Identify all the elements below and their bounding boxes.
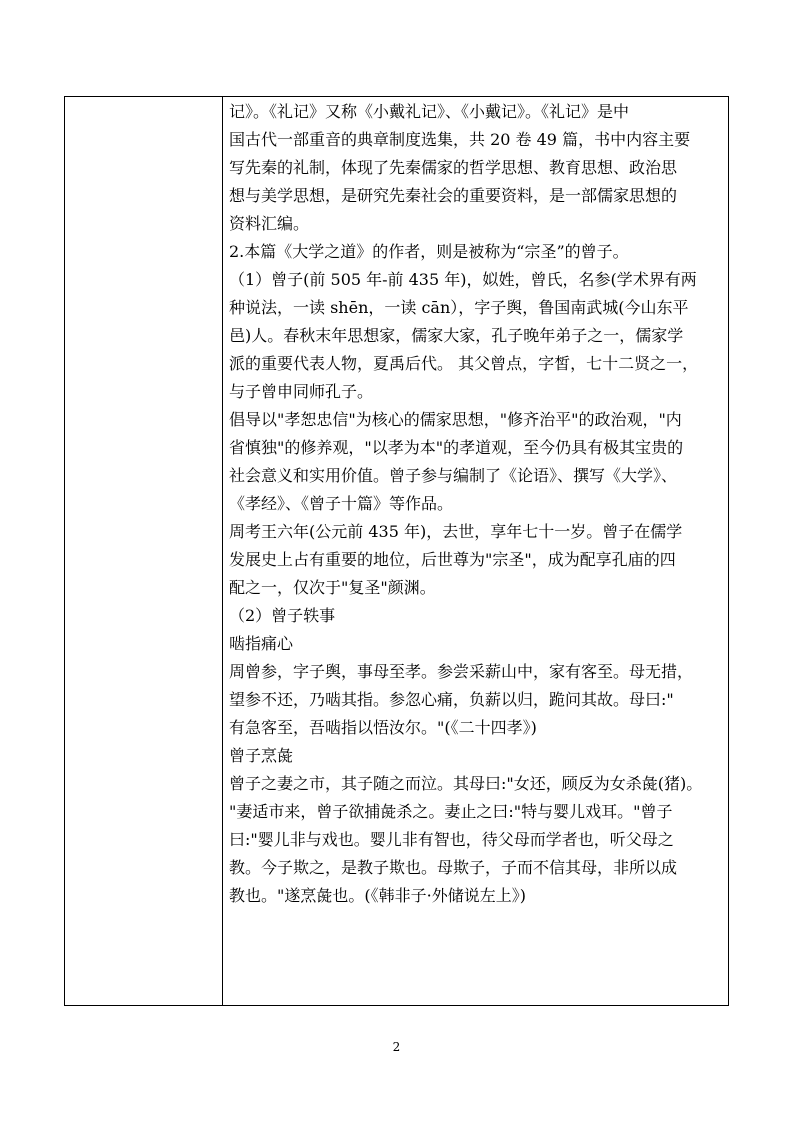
- text-line: "妻适市来，曾子欲捕彘杀之。妻止之曰:"特与婴儿戏耳。"曾子: [229, 802, 673, 821]
- table-right-column: [223, 97, 728, 1005]
- text-line: 邑)人。春秋末年思想家，儒家大家，孔子晚年弟子之一，儒家学: [229, 326, 684, 345]
- text-line: （2）曾子轶事: [229, 606, 336, 625]
- table-left-column: [65, 97, 223, 1005]
- text-line: 与子曾申同师孔子。: [229, 382, 374, 401]
- page-number: 2: [392, 1040, 401, 1054]
- text-line: 曾子烹彘: [229, 746, 294, 765]
- text-line: 记》。《礼记》又称《小戴礼记》、《小戴记》。《礼记》是中: [229, 102, 630, 121]
- text-line: 教也。"遂烹彘也。(《韩非子·外储说左上》): [229, 886, 526, 905]
- text-line: 曰:"婴儿非与戏也。婴儿非有智也，待父母而学者也，听父母之: [229, 830, 674, 849]
- text-line: 周考王六年(公元前 435 年)，去世，享年七十一岁。曾子在儒学: [229, 522, 683, 541]
- text-line: 省慎独"的修养观，"以孝为本"的孝道观，至今仍具有极其宝贵的: [229, 438, 684, 457]
- text-line: 教。今子欺之，是教子欺也。母欺子，子而不信其母，非所以成: [229, 858, 678, 877]
- text-line: 曾子之妻之市，其子随之而泣。其母曰:"女还，顾反为女杀彘(猪)。: [229, 774, 703, 793]
- text-line: （1）曾子(前 505 年-前 435 年)，姒姓，曾氏，名参(学术界有两: [229, 270, 697, 289]
- text-line: 啮指痛心: [229, 634, 294, 653]
- text-line: 发展史上占有重要的地位，后世尊为"宗圣"，成为配享孔庙的四: [229, 550, 676, 569]
- text-line: 周曾参，字子舆，事母至孝。参尝采薪山中，家有客至。母无措，: [229, 662, 694, 681]
- text-line: 望参不还，乃啮其指。参忽心痛，负薪以归，跪问其故。母曰:": [229, 690, 674, 709]
- text-line: 有急客至，吾啮指以悟汝尔。"(《二十四孝》): [229, 718, 537, 737]
- text-line: 《孝经》、《曾子十篇》等作品。: [229, 494, 454, 513]
- text-line: 资料汇编。: [229, 214, 310, 233]
- text-line: 配之一，仅次于"复圣"颜渊。: [229, 578, 436, 597]
- text-line: 国古代一部重音的典章制度选集，共 20 卷 49 篇，书中内容主要: [229, 130, 691, 149]
- text-line: 种说法，一读 shēn，一读 cān），字子舆，鲁国南武城(今山东平: [229, 298, 689, 317]
- text-line: 2.本篇《大学之道》的作者，则是被称为“宗圣”的曾子。: [229, 242, 629, 261]
- text-line: 派的重要代表人物，夏禹后代。 其父曾点，字皙，七十二贤之一，: [229, 354, 699, 373]
- text-line: 倡导以"孝恕忠信"为核心的儒家思想，"修齐治平"的政治观，"内: [229, 410, 682, 429]
- text-line: 社会意义和实用价值。曾子参与编制了《论语》、撰写《大学》、: [229, 466, 678, 485]
- content-table: [64, 96, 729, 1006]
- text-line: 写先秦的礼制，体现了先秦儒家的哲学思想、教育思想、政治思: [229, 158, 678, 177]
- text-line: 想与美学思想，是研究先秦社会的重要资料，是一部儒家思想的: [229, 186, 678, 205]
